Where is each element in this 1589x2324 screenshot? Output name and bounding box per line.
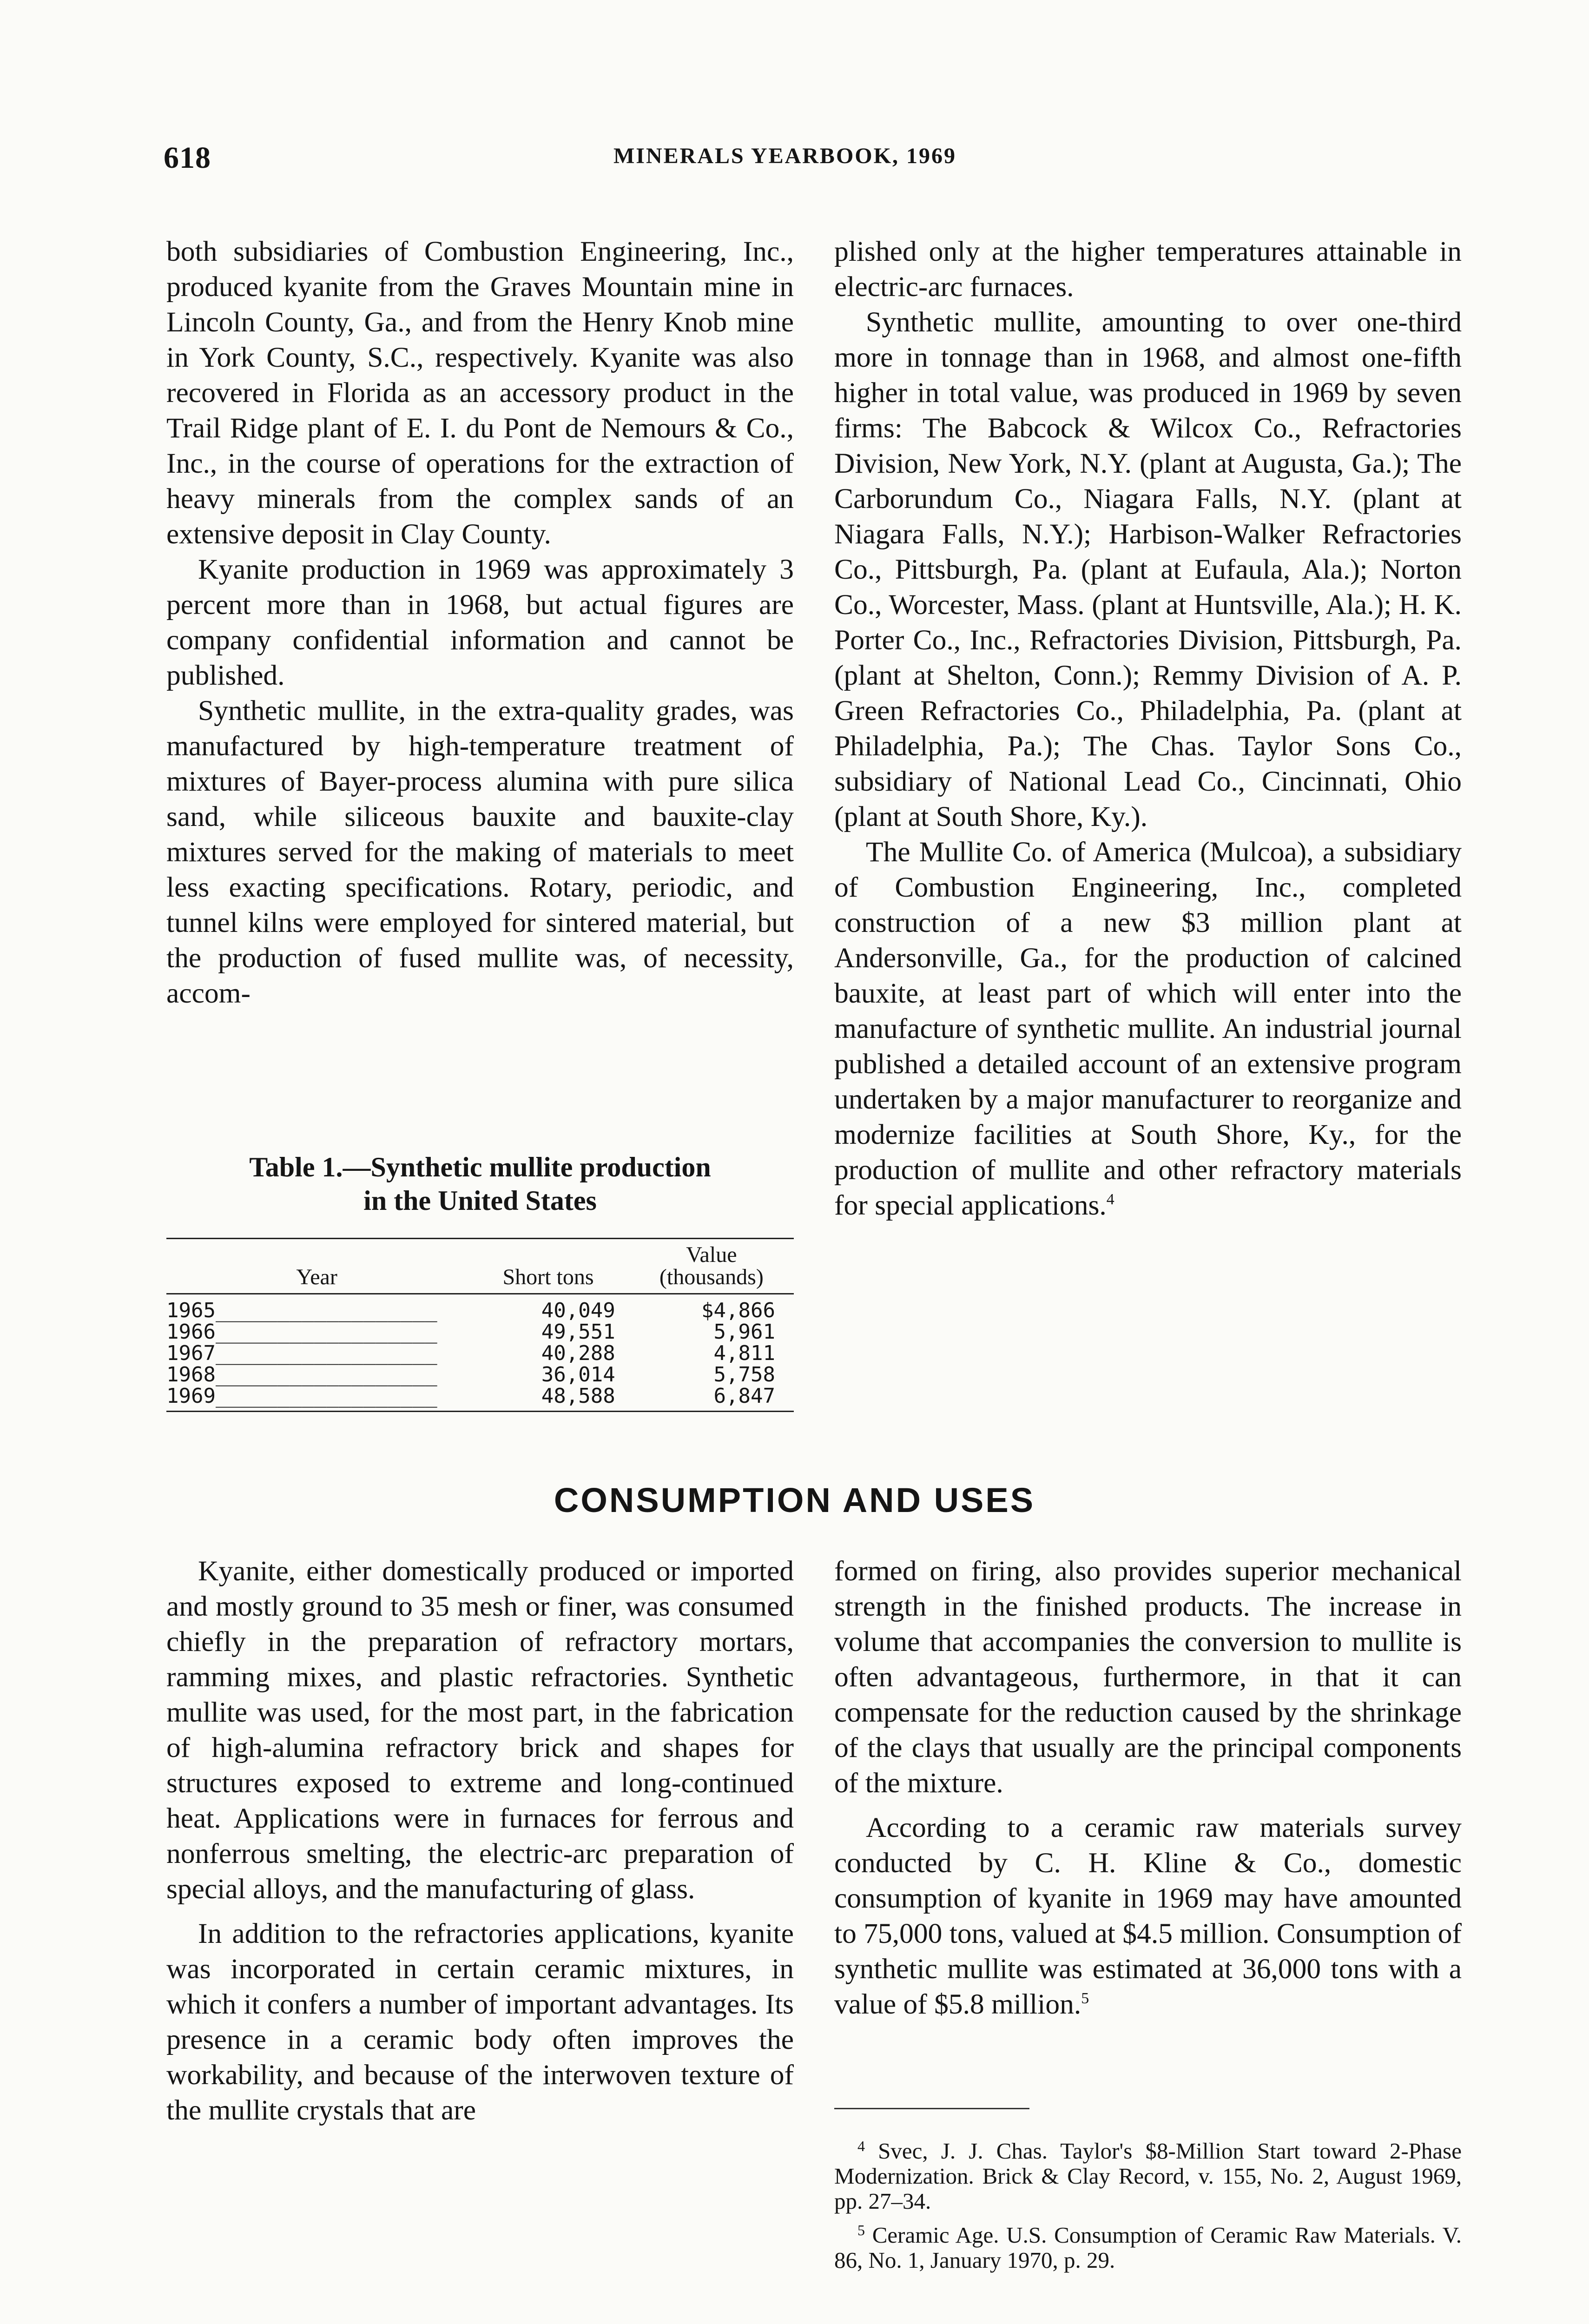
cell-value: 6,847 [629, 1386, 794, 1412]
table-row [166, 1343, 794, 1364]
paragraph: formed on firing, also provides superior mechanical strength in the finished products. The increase in volume that accompanies the conversion to mullite is often advantageous, furthermore, in that it can compensate for the reduction caused by the shrinkage of the clays that usually are the principal components of the mixture. [834, 1555, 1462, 1799]
column-header-value [629, 1239, 794, 1294]
table-row [166, 1294, 794, 1322]
paragraph: plished only at the higher temperatures attainable in electric-arc furnaces. [834, 236, 1462, 303]
paragraph: Synthetic mullite, in the extra-quality grades, was manufactured by high-temperature treatment of mixtures of Bayer-process alumina with pure silica sand, while siliceous bauxite and bauxite-clay mixtures served for the making of materials to meet less exacting specifications. Rotary, periodic, and tunnel kilns were employed for sintered material, but the production of fused mullite was, of necessity, accom- [166, 695, 794, 1009]
column-top-right [834, 234, 1462, 1223]
cell-value: 4,811 [713, 1341, 775, 1365]
cell-tons: 40,049 [541, 1299, 615, 1322]
cell-year: 1965__________________ [166, 1299, 437, 1322]
table-row [166, 1386, 794, 1412]
footnote-reference: 5 [1081, 1990, 1089, 2007]
table-title-line: in the United States [363, 1185, 597, 1216]
column-top-left [166, 234, 794, 1011]
paragraph [834, 834, 1462, 1223]
cell-value: 5,758 [713, 1363, 775, 1386]
footnote [834, 2218, 1462, 2273]
footnote-rule [834, 2108, 1029, 2109]
paragraph: Kyanite production in 1969 was approximately 3 percent more than in 1968, but actual figures are company confidential information and cannot be published. [166, 554, 794, 691]
table-title [166, 1150, 794, 1217]
column-header-value-line: Value [686, 1242, 737, 1267]
page-number: 618 [164, 141, 211, 175]
data-table [166, 1239, 794, 1412]
footnote-text: Ceramic Age. U.S. Consumption of Ceramic Raw Materials. V. 86, No. 1, January 1970, p. 29. [834, 2222, 1462, 2273]
table-header-row [166, 1239, 794, 1294]
paragraph: In addition to the refractories applications, kyanite was incorporated in certain ceramic mixtures, in which it confers a number of important advantages. Its presence in a ceramic body often improves the workability, and because of the interwoven texture of the mullite crystals that are [166, 1918, 794, 2126]
column-bottom-right [834, 1553, 1462, 2022]
table-row [166, 1321, 794, 1343]
column-header-year: Year [166, 1239, 467, 1294]
cell-year: 1969__________________ [166, 1386, 467, 1412]
cell-tons: 49,551 [541, 1320, 615, 1344]
running-head: MINERALS YEARBOOK, 1969 [613, 144, 956, 168]
paragraph: both subsidiaries of Combustion Engineering, Inc., produced kyanite from the Graves Mountain mine in Lincoln County, Ga., and from the Henry Knob mine in York County, S.C., respectively. Kyanite was also recovered in Florida as an accessory product in the Trail Ridge plant of E. I. du Pont de Nemours & Co., Inc., in the course of operations for the extraction of heavy minerals from the complex sands of an extensive deposit in Clay County. [166, 236, 794, 550]
footnote [834, 2133, 1462, 2214]
cell-year: 1966__________________ [166, 1320, 437, 1344]
footnote-mark: 4 [857, 2138, 865, 2154]
paragraph: Synthetic mullite, amounting to over one-third more in tonnage than in 1968, and almost one-fifth higher in total value, was produced in 1969 by seven firms: The Babcock & Wilcox Co., Refractories Division, New York, N.Y. (plant at Augusta, Ga.); The Carborundum Co., Niagara Falls, N.Y. (plant at Niagara Falls, N.Y.); Harbison-Walker Refractories Co., Pittsburgh, Pa. (plant at Eufaula, Ala.); Norton Co., Worcester, Mass. (plant at Huntsville, Ala.); H. K. Porter Co., Inc., Refractories Division, Pittsburgh, Pa. (plant at Shelton, Conn.); Remmy Division of A. P. Green Refractories Co., Philadelphia, Pa. (plant at Philadelphia, Pa.); The Chas. Taylor Sons Co., subsidiary of National Lead Co., Cincinnati, Ohio (plant at South Shore, Ky.). [834, 306, 1462, 832]
paragraph: Kyanite, either domestically produced or imported and mostly ground to 35 mesh or finer, was consumed chiefly in the preparation of refractory mortars, ramming mixes, and plastic refractories. Synthetic mullite was used, for the most part, in the fabrication of high-alumina refractory brick and shapes for structures exposed to extreme and long-continued heat. Applications were in furnaces for ferrous and nonferrous smelting, the electric-arc preparation of special alloys, and the manufacturing of glass. [166, 1555, 794, 1905]
footnote-mark: 5 [857, 2222, 865, 2238]
table-title-line: Table 1.—Synthetic mullite production [249, 1152, 711, 1182]
cell-value: 5,961 [713, 1320, 775, 1344]
column-bottom-left [166, 1553, 794, 2128]
paragraph [834, 1810, 1462, 2022]
footnote-reference: 4 [1106, 1191, 1114, 1208]
section-heading: CONSUMPTION AND USES [554, 1481, 1035, 1519]
cell-tons: 40,288 [541, 1341, 615, 1365]
cell-year: 1967__________________ [166, 1341, 437, 1365]
paragraph-text: According to a ceramic raw materials survey conducted by C. H. Kline & Co., domestic consumption of kyanite in 1969 may have amounted to 75,000 tons, valued at $4.5 million. Consumption of synthetic mullite was estimated at 36,000 tons with a value of $5.8 million. [834, 1812, 1462, 2020]
cell-value: $4,866 [701, 1299, 775, 1322]
table-row [166, 1364, 794, 1386]
cell-year: 1968__________________ [166, 1363, 437, 1386]
footnote-text: Svec, J. J. Chas. Taylor's $8-Million Start toward 2-Phase Modernization. Brick & Clay Record, v. 155, No. 2, August 1969, pp. 27–34. [834, 2138, 1462, 2214]
table-1 [166, 1150, 794, 1412]
column-header-value-unit: (thousands) [659, 1265, 764, 1289]
column-header-short-tons: Short tons [467, 1239, 629, 1294]
paragraph-text: The Mullite Co. of America (Mulcoa), a subsidiary of Combustion Engineering, Inc., completed construction of a new $3 million plant at Andersonville, Ga., for the production of calcined bauxite, at least part of which will enter into the manufacture of synthetic mullite. An industrial journal published a detailed account of an extensive program undertaken by a major manufacturer to reorganize and modernize facilities at South Shore, Ky., for the production of mullite and other refractory materials for special applications. [834, 836, 1462, 1221]
cell-tons: 48,588 [467, 1386, 629, 1412]
cell-tons: 36,014 [541, 1363, 615, 1386]
footnotes [834, 2133, 1462, 2277]
